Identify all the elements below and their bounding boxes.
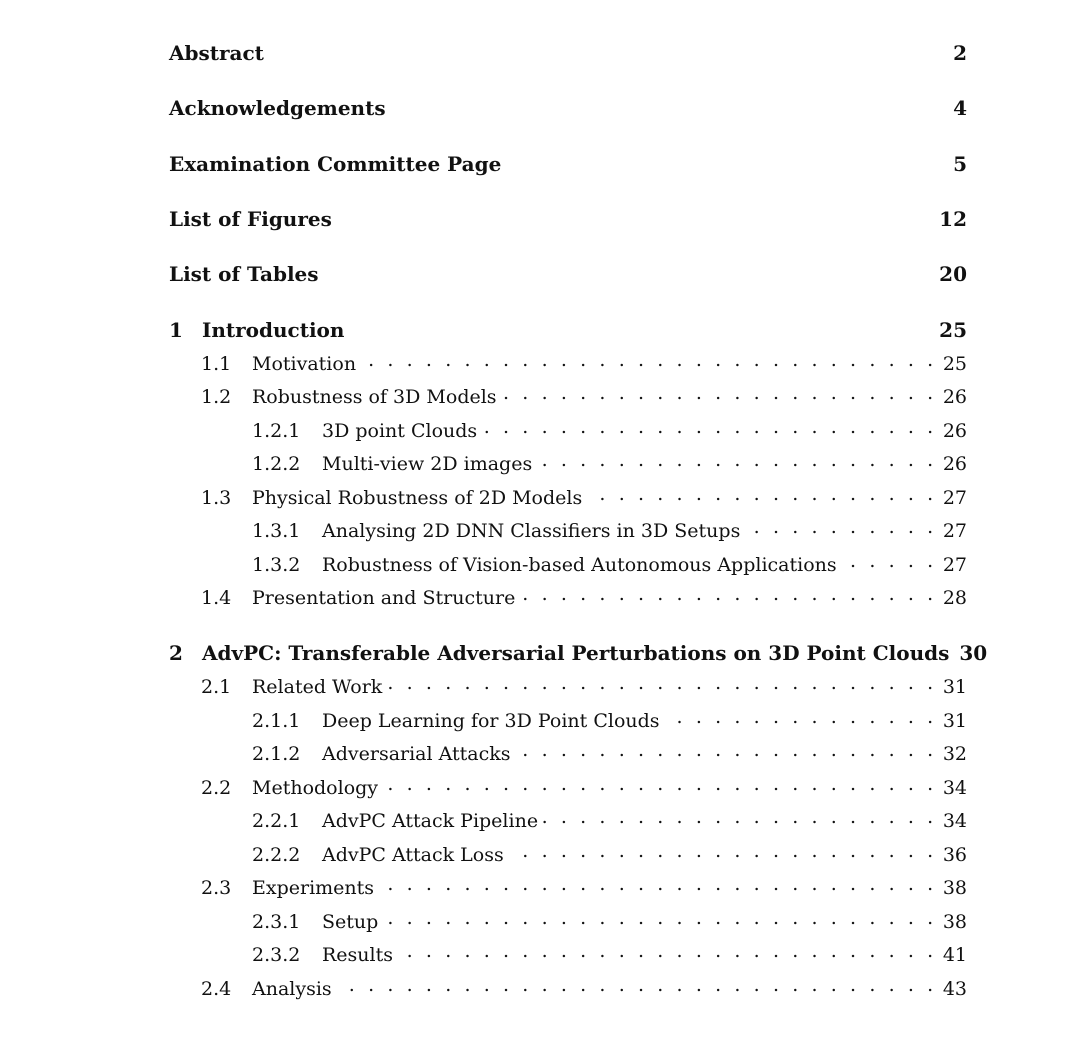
chapter-number: 2 (169, 641, 183, 665)
subsection-title: Multi-view 2D images (322, 453, 533, 475)
subsection-number: 2.3.1 (252, 911, 301, 933)
section-number: 2.1 (201, 676, 232, 698)
section-number: 1.2 (201, 386, 232, 408)
subsection-page: 26 (942, 420, 967, 442)
toc-entry-page: 20 (939, 262, 967, 286)
toc-entry-page: 4 (953, 96, 967, 120)
section-page: 34 (942, 777, 967, 799)
toc-chapter-2[interactable] (169, 640, 988, 665)
section-title: Motivation (252, 353, 357, 375)
subsection-number: 2.1.2 (252, 743, 301, 765)
dot-leader (744, 518, 936, 537)
toc-section[interactable] (169, 585, 967, 609)
section-title: Robustness of 3D Models (252, 386, 497, 408)
toc-entry-page: 2 (953, 41, 967, 65)
toc-entry-title: List of Tables (169, 262, 319, 286)
dot-leader (508, 842, 937, 861)
toc-entry-title: Examination Committee Page (169, 152, 502, 176)
subsection-title: Analysing 2D DNN Classifiers in 3D Setups (322, 520, 741, 542)
toc-section[interactable] (169, 351, 967, 375)
toc-subsection[interactable] (169, 518, 967, 542)
dot-leader (664, 708, 937, 727)
dot-leader (501, 384, 937, 403)
toc-entry-title: Acknowledgements (169, 96, 386, 120)
section-number: 1.3 (201, 487, 232, 509)
subsection-page: 31 (942, 710, 967, 732)
toc-subsection[interactable] (169, 552, 967, 576)
section-page: 38 (942, 877, 967, 899)
subsection-number: 2.2.1 (252, 810, 301, 832)
toc-section[interactable] (169, 976, 967, 1000)
subsection-number: 1.3.1 (252, 520, 301, 542)
section-number: 2.4 (201, 978, 232, 1000)
subsection-number: 2.2.2 (252, 844, 301, 866)
toc-entry-title: Abstract (169, 41, 264, 65)
subsection-title: Setup (322, 911, 379, 933)
subsection-number: 2.3.2 (252, 944, 301, 966)
dot-leader (378, 875, 937, 894)
subsection-page: 34 (942, 810, 967, 832)
section-page: 25 (942, 353, 967, 375)
subsection-number: 1.3.2 (252, 554, 301, 576)
section-page: 28 (942, 587, 967, 609)
toc-entry-acknowledgements[interactable] (169, 95, 967, 120)
toc-subsection[interactable] (169, 909, 967, 933)
section-title: Experiments (252, 877, 375, 899)
subsection-title: Adversarial Attacks (322, 743, 511, 765)
section-number: 2.2 (201, 777, 232, 799)
section-page: 26 (942, 386, 967, 408)
section-page: 43 (942, 978, 967, 1000)
dot-leader (519, 585, 937, 604)
subsection-page: 32 (942, 743, 967, 765)
subsection-title: AdvPC Attack Pipeline (322, 810, 539, 832)
toc-entry-page: 5 (953, 152, 967, 176)
subsection-number: 1.2.2 (252, 453, 301, 475)
subsection-page: 27 (942, 554, 967, 576)
dot-leader (397, 942, 937, 961)
toc-section[interactable] (169, 384, 967, 408)
section-page: 31 (942, 676, 967, 698)
toc-entry-list-of-figures[interactable] (169, 206, 967, 231)
subsection-page: 38 (942, 911, 967, 933)
subsection-page: 36 (942, 844, 967, 866)
subsection-number: 2.1.1 (252, 710, 301, 732)
dot-leader (536, 451, 937, 470)
section-title: Presentation and Structure (252, 587, 516, 609)
toc-subsection[interactable] (169, 741, 967, 765)
dot-leader (386, 674, 937, 693)
toc-subsection[interactable] (169, 942, 967, 966)
section-title: Methodology (252, 777, 379, 799)
dot-leader (515, 741, 937, 760)
chapter-title: AdvPC: Transferable Adversarial Perturbations on 3D Point Clouds (202, 641, 950, 665)
toc-chapter-1[interactable] (169, 317, 967, 342)
subsection-title: Deep Learning for 3D Point Clouds (322, 710, 660, 732)
dot-leader (336, 976, 937, 995)
toc-section[interactable] (169, 775, 967, 799)
toc-entry-list-of-tables[interactable] (169, 261, 967, 286)
section-number: 1.1 (201, 353, 232, 375)
dot-leader (481, 418, 937, 437)
chapter-number: 1 (169, 318, 183, 342)
subsection-title: Results (322, 944, 393, 966)
toc-subsection[interactable] (169, 451, 967, 475)
toc-section[interactable] (169, 875, 967, 899)
toc-section[interactable] (169, 674, 967, 698)
dot-leader (586, 485, 937, 504)
toc-entry-title: List of Figures (169, 207, 332, 231)
chapter-title: Introduction (202, 318, 345, 342)
chapter-page: 25 (939, 318, 967, 342)
chapter-page: 30 (959, 641, 988, 665)
toc-subsection[interactable] (169, 808, 967, 832)
section-page: 27 (942, 487, 967, 509)
section-number: 2.3 (201, 877, 232, 899)
dot-leader (382, 909, 937, 928)
subsection-title: AdvPC Attack Loss (322, 844, 504, 866)
dot-leader (841, 552, 937, 571)
subsection-page: 27 (942, 520, 967, 542)
toc-section[interactable] (169, 485, 967, 509)
section-title: Physical Robustness of 2D Models (252, 487, 583, 509)
subsection-page: 26 (942, 453, 967, 475)
section-title: Related Work (252, 676, 383, 698)
toc-entry-examination-committee[interactable] (169, 151, 967, 176)
toc-subsection[interactable] (169, 418, 967, 442)
dot-leader (360, 351, 937, 370)
subsection-title: 3D point Clouds (322, 420, 478, 442)
subsection-title: Robustness of Vision-based Autonomous Applications (322, 554, 837, 576)
toc-subsection[interactable] (169, 842, 967, 866)
toc-entry-abstract[interactable] (169, 40, 967, 65)
dot-leader (382, 775, 937, 794)
section-number: 1.4 (201, 587, 232, 609)
subsection-page: 41 (942, 944, 967, 966)
subsection-number: 1.2.1 (252, 420, 301, 442)
dot-leader (542, 808, 937, 827)
toc-entry-page: 12 (939, 207, 967, 231)
section-title: Analysis (252, 978, 332, 1000)
toc-subsection[interactable] (169, 708, 967, 732)
